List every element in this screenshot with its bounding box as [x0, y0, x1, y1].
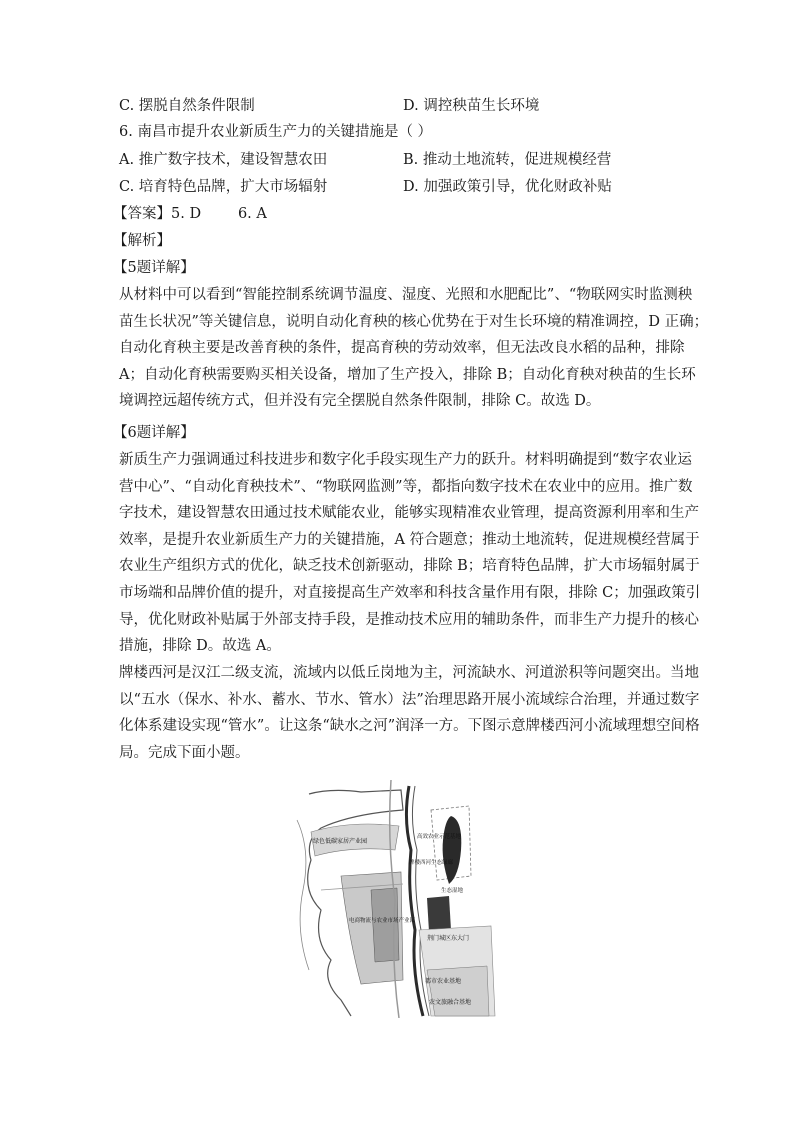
q5-option-d: D. 调控秧苗生长环境	[403, 98, 540, 114]
material-paragraph	[119, 660, 700, 766]
q6-option-a: A. 推广数字技术，建设智慧农田	[119, 152, 328, 168]
q6-detail-line: 市场端和品牌价值的提升，对直接提高生产效率和科技含量作用有限，排除 C；加强政策引	[119, 584, 701, 601]
q5-detail-line: 从材料中可以看到“智能控制系统调节温度、湿度、光照和水肥配比”、“物联网实时监测秧	[119, 287, 693, 303]
material-line: 以“五水（保水、补水、蓄水、节水、管水）法”治理思路开展小流域综合治理，并通过数字	[119, 691, 700, 708]
q6-detail-paragraph	[119, 447, 701, 660]
q5-detail-paragraph	[119, 282, 709, 415]
label-green-park: 绿色低碳家居产业园	[313, 838, 368, 845]
label-urban-ag: 都市农业基地	[425, 978, 462, 985]
material-line: 牌楼西河是汉江二级支流，流域内以低丘岗地为主，河流缺水、河道淤积等问题突出。当地	[119, 665, 699, 681]
q5-detail-line: A；自动化育秧需要购买相关设备，增加了生产投入，排除 B；自动化育秧对秧苗的生长环	[119, 366, 696, 383]
q6-option-d: D. 加强政策引导，优化财政补贴	[403, 179, 612, 195]
label-ecommerce: 电商物流与农业市场产业园	[349, 918, 416, 924]
watershed-layout-map	[291, 780, 503, 1018]
gate-block	[427, 896, 451, 932]
q6-stem: 6. 南昌市提升农业新质生产力的关键措施是（ ）	[119, 124, 433, 140]
q6-detail-line: 新质生产力强调通过科技进步和数字化手段实现生产力的跃升。材料明确提到“数字农业运	[119, 452, 692, 468]
label-hightech: 高效农业示范基地	[417, 834, 462, 840]
q6-option-b: B. 推动土地流转，促进规模经营	[403, 152, 612, 168]
q6-detail-line: 营中心”、“自动化育秧技术”、“物联网监测”等，都指向数字技术在农业中的应用。推广数	[119, 478, 693, 495]
answer-line: 【答案】5. D 6. A	[113, 206, 267, 222]
q5-detail-line: 境调控远超传统方式，但并没有完全摆脱自然条件限制，排除 C。故选 D。	[119, 393, 601, 410]
q6-detail-line: 字技术，建设智慧农田通过技术赋能农业，能够实现精准农业管理，提高资源利用率和生产	[119, 505, 699, 522]
q6-detail-line: 农业生产组织方式的优化，缺乏技术创新驱动，排除 B；培育特色品牌，扩大市场辐射属于	[119, 558, 700, 575]
label-river: 牌楼西河生态绿廊	[409, 860, 454, 866]
analysis-heading: 【解析】	[113, 233, 171, 249]
label-agritour: 农文旅融合基地	[429, 999, 472, 1006]
label-gate: 荆门城区东大门	[427, 935, 470, 942]
label-wetland: 生态湿地	[441, 888, 464, 894]
agritour-zone	[427, 966, 489, 1016]
q5-detail-line: 苗生长状况”等关键信息，说明自动化育秧的核心优势在于对生长环境的精准调控，D 正确；	[119, 313, 709, 330]
material-line: 化体系建设实现“管水”。让这条“缺水之河”润泽一方。下图示意牌楼西河小流域理想空间格	[119, 718, 700, 735]
q6-option-c: C. 培育特色品牌，扩大市场辐射	[119, 179, 328, 195]
q6-detail-line: 效率，是提升农业新质生产力的关键措施，A 符合题意；推动土地流转，促进规模经营属于	[119, 531, 700, 548]
q5-detail-heading: 【5题详解】	[113, 260, 195, 276]
q6-detail-line: 导，优化财政补贴属于外部支持手段，是推动技术应用的辅助条件，而非生产力提升的核心	[119, 611, 699, 628]
q5-option-c: C. 摆脱自然条件限制	[119, 98, 255, 114]
q6-detail-heading: 【6题详解】	[113, 425, 195, 441]
q6-detail-line: 措施，排除 D。故选 A。	[119, 638, 281, 655]
material-line: 局。完成下面小题。	[119, 744, 250, 761]
q5-detail-line: 自动化育秧主要是改善育秧的条件，提高育秧的劳动效率，但无法改良水稻的品种，排除	[119, 340, 685, 357]
